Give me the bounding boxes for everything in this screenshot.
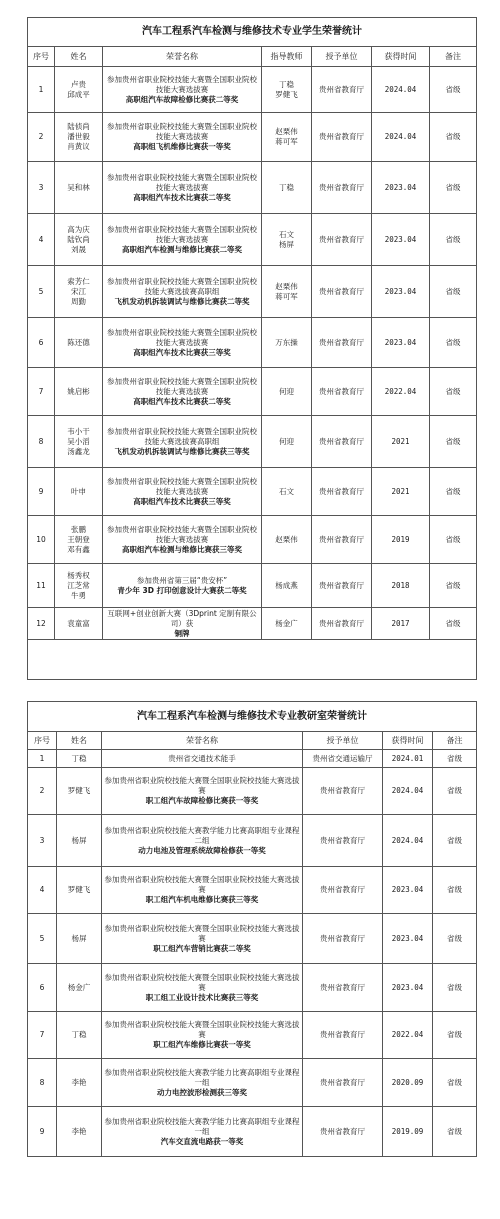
- award-level: 省级: [433, 750, 477, 768]
- award-date: 2023.04: [372, 162, 430, 214]
- granting-unit: 贵州省教育厅: [303, 914, 383, 964]
- staff-table-header: [28, 732, 477, 750]
- advisor-name: 赵栗伟: [275, 281, 298, 291]
- row-number: 5: [28, 266, 55, 318]
- student-names: [55, 266, 103, 318]
- student-names: [55, 113, 103, 162]
- col-header-note: 备注: [430, 47, 477, 67]
- honor-line: 参加贵州省职业院校技能大赛暨全国职业院校技能大赛选拔赛: [107, 172, 257, 192]
- award-date: 2023.04: [383, 964, 433, 1012]
- honor-name: [102, 768, 303, 815]
- row-number: 12: [28, 608, 55, 640]
- empty-row: [28, 640, 477, 680]
- honor-line: 参加贵州省职业院校技能大赛暨全国职业院校技能大赛选拔赛: [104, 972, 300, 992]
- staff-name: 杨屏: [57, 914, 102, 964]
- award-date: 2021: [372, 468, 430, 516]
- award-date: 2023.04: [383, 914, 433, 964]
- row-number: 3: [28, 162, 55, 214]
- advisor-names: [262, 564, 312, 608]
- staff-name: 罗健飞: [57, 768, 102, 815]
- row-number: 3: [28, 815, 57, 867]
- student-name: 袁童富: [67, 618, 90, 628]
- advisor-name: 杨成燕: [275, 580, 298, 590]
- staff-honors-table: [27, 701, 477, 1157]
- row-number: 5: [28, 914, 57, 964]
- student-names: [55, 608, 103, 640]
- col-header-no: 序号: [28, 47, 55, 67]
- granting-unit: 贵州省教育厅: [303, 1012, 383, 1059]
- student-name: 陆钦尚: [67, 234, 90, 244]
- student-name: 吴和林: [67, 182, 90, 192]
- honor-award: 飞机发动机拆装调试与维修比赛获三等奖: [114, 446, 250, 456]
- table-row: [28, 564, 477, 608]
- table-row: [28, 867, 477, 914]
- advisor-name: 石文: [279, 486, 294, 496]
- award-level: 省级: [430, 368, 477, 416]
- advisor-name: 万东操: [275, 337, 298, 347]
- col-header-no: 序号: [28, 732, 57, 750]
- award-level: 省级: [430, 162, 477, 214]
- student-name: 宋江: [71, 286, 86, 296]
- honor-award: 高职组飞机维修比赛获一等奖: [133, 142, 231, 151]
- honor-name: [102, 815, 303, 867]
- table-row: [28, 67, 477, 113]
- award-level: 省级: [430, 214, 477, 266]
- advisor-names: [262, 67, 312, 113]
- table-row: [28, 318, 477, 368]
- award-level: 省级: [433, 914, 477, 964]
- staff-name: 丁稳: [57, 1012, 102, 1059]
- honor-line: 参加贵州省职业院校技能大赛暨全国职业院校技能大赛选拔赛: [104, 875, 300, 894]
- award-date: 2024.04: [372, 67, 430, 113]
- col-header-teacher: 指导教师: [262, 47, 312, 67]
- student-name: 王朝登: [67, 534, 90, 544]
- table-row: [28, 468, 477, 516]
- honor-line: 参加贵州省职业院校技能大赛暨全国职业院校技能大赛选拔赛: [104, 1020, 300, 1039]
- row-number: 1: [28, 67, 55, 113]
- honor-name: [103, 214, 262, 266]
- award-level: 省级: [430, 564, 477, 608]
- row-number: 6: [28, 318, 55, 368]
- award-date: 2020.09: [383, 1059, 433, 1107]
- honor-name: [102, 750, 303, 768]
- staff-name: 杨屏: [57, 815, 102, 867]
- student-names: [55, 516, 103, 564]
- honor-line: 参加贵州省职业院校技能大赛暨全国职业院校技能大赛选拔赛: [107, 327, 257, 347]
- award-level: 省级: [430, 113, 477, 162]
- honor-award: 动力电控波形检测获三等奖: [157, 1087, 247, 1097]
- row-number: 8: [28, 416, 55, 468]
- col-header-unit: 授予单位: [312, 47, 372, 67]
- granting-unit: 贵州省教育厅: [312, 266, 372, 318]
- granting-unit: 贵州省教育厅: [303, 1059, 383, 1107]
- granting-unit: 贵州省教育厅: [312, 368, 372, 416]
- advisor-name: 何迎: [279, 436, 294, 446]
- award-level: 省级: [430, 318, 477, 368]
- col-header-unit: 授予单位: [303, 732, 383, 750]
- table-row: [28, 368, 477, 416]
- award-level: 省级: [433, 815, 477, 867]
- honor-award: 铜牌: [174, 628, 190, 638]
- table-row: [28, 214, 477, 266]
- table-row: [28, 1107, 477, 1157]
- table-row: [28, 750, 477, 768]
- advisor-name: 丁稳: [279, 79, 294, 89]
- col-header-date: 获得时间: [383, 732, 433, 750]
- staff-name: 李艳: [57, 1107, 102, 1157]
- honor-name: [103, 113, 262, 162]
- honor-name: [102, 914, 303, 964]
- honor-name: [103, 564, 262, 608]
- advisor-names: [262, 318, 312, 368]
- table-row: [28, 416, 477, 468]
- honor-award: 飞机发动机拆装调试与维修比赛获二等奖: [114, 296, 250, 306]
- award-level: 省级: [433, 1059, 477, 1107]
- award-level: 省级: [433, 1012, 477, 1059]
- advisor-names: [262, 368, 312, 416]
- staff-name: 杨金广: [57, 964, 102, 1012]
- honor-award: 职工组汽车机电维修比赛获三等奖: [145, 895, 259, 904]
- student-name: 姚启彬: [67, 386, 90, 396]
- row-number: 9: [28, 1107, 57, 1157]
- student-name: 张鹏: [71, 524, 86, 534]
- table-row: [28, 1059, 477, 1107]
- award-date: 2023.04: [372, 266, 430, 318]
- row-number: 4: [28, 867, 57, 914]
- award-date: 2019.09: [383, 1107, 433, 1157]
- student-name: 韦小干: [67, 426, 90, 436]
- honor-line: 参加贵州省职业院校技能大赛暨全国职业院校技能大赛选拔赛: [107, 122, 257, 141]
- row-number: 7: [28, 368, 55, 416]
- col-header-honor: 荣誉名称: [102, 732, 303, 750]
- honor-name: [103, 608, 262, 640]
- honor-line: 参加贵州省职业院校技能大赛暨全国职业院校技能大赛选拔赛高职组: [107, 426, 257, 446]
- honor-award: 高职组汽车故障检修比赛获二等奖: [125, 94, 239, 104]
- advisor-names: [262, 266, 312, 318]
- student-names: [55, 368, 103, 416]
- honor-line: 参加贵州省职业院校技能大赛暨全国职业院校技能大赛选拔赛: [104, 923, 300, 943]
- granting-unit: 贵州省教育厅: [303, 867, 383, 914]
- student-name: 肖黄议: [67, 142, 90, 151]
- student-name: 吴小滔: [67, 436, 90, 446]
- award-date: 2022.04: [372, 368, 430, 416]
- granting-unit: 贵州省教育厅: [312, 468, 372, 516]
- granting-unit: 贵州省交通运输厅: [303, 750, 383, 768]
- student-name: 牛勇: [71, 590, 86, 600]
- granting-unit: 贵州省教育厅: [312, 67, 372, 113]
- award-date: 2018: [372, 564, 430, 608]
- advisor-name: 何迎: [279, 386, 294, 396]
- honor-line: 参加贵州省职业院校技能大赛暨全国职业院校技能大赛选拔赛: [107, 524, 257, 544]
- honor-name: [102, 1107, 303, 1157]
- advisor-name: 赵栗伟: [275, 534, 298, 544]
- granting-unit: 贵州省教育厅: [312, 416, 372, 468]
- honor-award: 汽车交直流电路获一等奖: [160, 1136, 244, 1146]
- award-level: 省级: [430, 266, 477, 318]
- honor-line: 参加贵州省职业院校技能大赛暨全国职业院校技能大赛选拔赛: [107, 74, 257, 94]
- honor-name: [103, 416, 262, 468]
- granting-unit: 贵州省教育厅: [303, 815, 383, 867]
- award-date: 2023.04: [372, 214, 430, 266]
- honor-name: [103, 468, 262, 516]
- honor-award: 高职组汽车技术比赛获二等奖: [133, 396, 231, 406]
- table-row: [28, 266, 477, 318]
- student-names: [55, 214, 103, 266]
- honor-line: 参加贵州省职业院校技能大赛暨全国职业院校技能大赛选拔赛: [107, 376, 257, 396]
- honor-award: 职工组工业设计技术比赛获三等奖: [145, 992, 259, 1002]
- granting-unit: 贵州省教育厅: [312, 318, 372, 368]
- row-number: 11: [28, 564, 55, 608]
- table-row: [28, 516, 477, 564]
- student-name: 潘世毅: [67, 132, 90, 141]
- student-name: 陆侦尚: [67, 122, 90, 131]
- award-date: 2024.04: [383, 815, 433, 867]
- honor-line: 参加贵州省职业院校技能大赛暨全国职业院校技能大赛选拔赛: [107, 476, 257, 496]
- honor-name: [103, 67, 262, 113]
- granting-unit: 贵州省教育厅: [312, 608, 372, 640]
- granting-unit: 贵州省教育厅: [312, 564, 372, 608]
- award-level: 省级: [430, 516, 477, 564]
- honor-line: 互联网+创业创新大赛（3Dprint 定制有限公司）获: [107, 608, 257, 628]
- award-date: 2023.04: [372, 318, 430, 368]
- advisor-name: 蒋可军: [275, 291, 298, 301]
- row-number: 6: [28, 964, 57, 1012]
- honor-name: [102, 867, 303, 914]
- honor-award: 高职组汽车技术比赛获二等奖: [133, 192, 231, 202]
- staff-name: 李艳: [57, 1059, 102, 1107]
- honor-award: 高职组汽车检测与维修比赛获二等奖: [122, 244, 242, 254]
- granting-unit: 贵州省教育厅: [312, 214, 372, 266]
- student-name: 叶申: [71, 486, 86, 496]
- advisor-name: 蒋可军: [275, 137, 298, 146]
- award-level: 省级: [430, 416, 477, 468]
- student-names: [55, 67, 103, 113]
- granting-unit: 贵州省教育厅: [303, 768, 383, 815]
- honor-name: [103, 516, 262, 564]
- advisor-name: 赵栗伟: [275, 127, 298, 136]
- honor-line: 贵州省交通技术能手: [168, 753, 236, 763]
- award-level: 省级: [433, 867, 477, 914]
- table-row: [28, 1012, 477, 1059]
- table-row: [28, 914, 477, 964]
- student-names: [55, 162, 103, 214]
- honor-award: 高职组汽车技术比赛获三等奖: [133, 347, 231, 357]
- honor-name: [103, 318, 262, 368]
- table-row: [28, 608, 477, 640]
- award-level: 省级: [430, 468, 477, 516]
- student-name: 刘晟: [71, 244, 86, 254]
- advisor-name: 杨屏: [279, 239, 294, 249]
- student-name: 高为庆: [67, 224, 90, 234]
- advisor-names: [262, 416, 312, 468]
- honor-name: [102, 1012, 303, 1059]
- table-row: [28, 162, 477, 214]
- award-date: 2024.04: [372, 113, 430, 162]
- student-name: 卢贵: [71, 79, 86, 89]
- col-header-name: 姓名: [55, 47, 103, 67]
- advisor-name: 石文: [279, 229, 294, 239]
- advisor-names: [262, 468, 312, 516]
- student-names: [55, 468, 103, 516]
- table-row: [28, 815, 477, 867]
- honor-name: [102, 1059, 303, 1107]
- col-header-name: 姓名: [57, 732, 102, 750]
- honor-award: 职工组汽车维修比赛获一等奖: [153, 1040, 251, 1049]
- honor-award: 职工组汽车故障检修比赛获一等奖: [145, 796, 259, 805]
- table-row: [28, 964, 477, 1012]
- student-name: 邱成平: [67, 89, 90, 99]
- staff-table-title: 汽车工程系汽车检测与维修技术专业教研室荣誉统计: [28, 702, 477, 732]
- row-number: 1: [28, 750, 57, 768]
- advisor-names: [262, 214, 312, 266]
- honor-line: 参加贵州省职业院校技能大赛暨全国职业院校技能大赛选拔赛: [107, 224, 257, 244]
- student-names: [55, 318, 103, 368]
- granting-unit: 贵州省教育厅: [312, 162, 372, 214]
- honor-name: [103, 368, 262, 416]
- student-table-header: [28, 47, 477, 67]
- honor-line: 参加贵州省职业院校技能大赛暨全国职业院校技能大赛选拔赛高职组: [107, 276, 257, 296]
- award-date: 2024.04: [383, 768, 433, 815]
- honor-award: 高职组汽车技术比赛获三等奖: [133, 496, 231, 506]
- table-row: [28, 768, 477, 815]
- award-date: 2023.04: [383, 867, 433, 914]
- advisor-names: [262, 113, 312, 162]
- award-level: 省级: [433, 964, 477, 1012]
- honor-line: 参加贵州省职业院校技能大赛教学能力比赛高职组专业课程一组: [104, 1116, 300, 1136]
- student-names: [55, 564, 103, 608]
- advisor-name: 杨金广: [275, 618, 298, 628]
- award-date: 2022.04: [383, 1012, 433, 1059]
- award-level: 省级: [430, 67, 477, 113]
- honor-name: [102, 964, 303, 1012]
- honor-line: 参加贵州省职业院校技能大赛教学能力比赛高职组专业课程一组: [104, 1067, 300, 1087]
- student-name: 江芝常: [67, 580, 90, 590]
- col-header-honor: 荣誉名称: [103, 47, 262, 67]
- row-number: 10: [28, 516, 55, 564]
- award-level: 省级: [433, 1107, 477, 1157]
- col-header-note: 备注: [433, 732, 477, 750]
- honor-award: 职工组汽车营销比赛获二等奖: [153, 943, 251, 953]
- table-row: [28, 113, 477, 162]
- staff-name: 罗健飞: [57, 867, 102, 914]
- student-name: 陈还德: [67, 337, 90, 347]
- row-number: 2: [28, 113, 55, 162]
- advisor-name: 罗健飞: [275, 89, 298, 99]
- honor-award: 高职组汽车检测与维修比赛获三等奖: [122, 544, 242, 554]
- row-number: 7: [28, 1012, 57, 1059]
- honor-line: 参加贵州省第三届“贵安杯”: [136, 575, 228, 585]
- staff-name: 丁稳: [57, 750, 102, 768]
- empty-cell: [28, 640, 477, 680]
- student-name: 周勤: [71, 296, 86, 306]
- advisor-names: [262, 516, 312, 564]
- honor-award: 青少年 3D 打印创意设计大赛获二等奖: [117, 585, 247, 595]
- advisor-names: [262, 162, 312, 214]
- advisor-names: [262, 608, 312, 640]
- row-number: 8: [28, 1059, 57, 1107]
- award-date: 2017: [372, 608, 430, 640]
- student-names: [55, 416, 103, 468]
- honor-name: [103, 266, 262, 318]
- granting-unit: 贵州省教育厅: [312, 516, 372, 564]
- granting-unit: 贵州省教育厅: [303, 1107, 383, 1157]
- row-number: 2: [28, 768, 57, 815]
- award-level: 省级: [433, 768, 477, 815]
- honor-line: 参加贵州省职业院校技能大赛教学能力比赛高职组专业课程二组: [104, 825, 300, 845]
- granting-unit: 贵州省教育厅: [303, 964, 383, 1012]
- row-number: 4: [28, 214, 55, 266]
- student-name: 邓有鑫: [67, 544, 90, 554]
- student-name: 索芳仁: [67, 276, 90, 286]
- award-date: 2019: [372, 516, 430, 564]
- student-table-title: 汽车工程系汽车检测与维修技术专业学生荣誉统计: [28, 18, 477, 47]
- award-date: 2021: [372, 416, 430, 468]
- honor-line: 参加贵州省职业院校技能大赛暨全国职业院校技能大赛选拔赛: [104, 776, 300, 795]
- row-number: 9: [28, 468, 55, 516]
- student-honors-table: [27, 17, 477, 680]
- col-header-date: 获得时间: [372, 47, 430, 67]
- student-name: 汤鑫龙: [67, 446, 90, 456]
- award-date: 2024.01: [383, 750, 433, 768]
- advisor-name: 丁稳: [279, 182, 294, 192]
- honor-name: [103, 162, 262, 214]
- student-name: 杨秀权: [67, 570, 90, 580]
- honor-award: 动力电池及管理系统故障检修获一等奖: [138, 845, 266, 855]
- granting-unit: 贵州省教育厅: [312, 113, 372, 162]
- award-level: 省级: [430, 608, 477, 640]
